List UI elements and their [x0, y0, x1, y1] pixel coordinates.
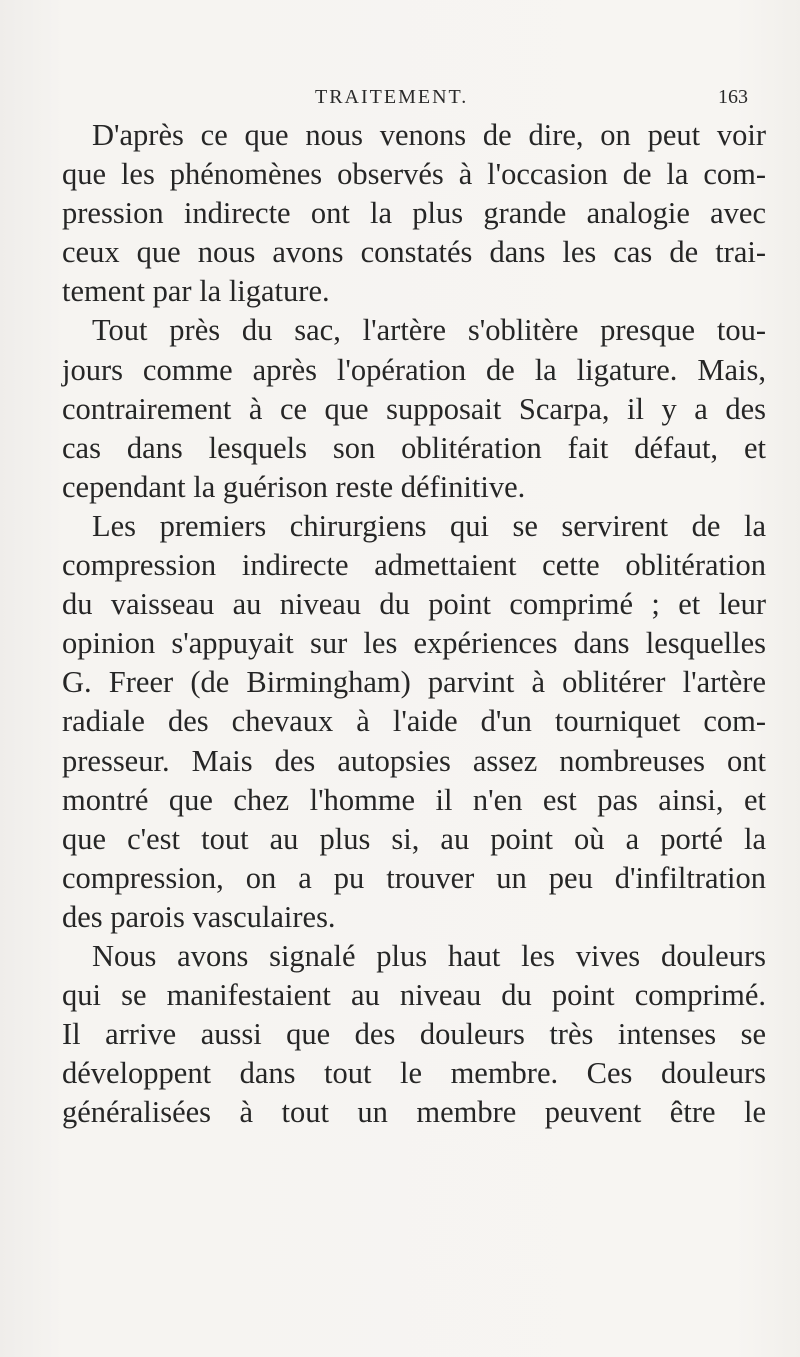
paragraph-1 — [62, 116, 766, 311]
text-line: G. Freer (de Birmingham) parvint à oblitérer l'artère — [62, 665, 766, 700]
text-line: cependant la guérison reste définitive. — [62, 469, 526, 504]
text-line: contrairement à ce que supposait Scarpa, il y a des — [62, 391, 766, 426]
text-line: ceux que nous avons constatés dans les cas de trai- — [62, 235, 766, 270]
page-number: 163 — [718, 86, 748, 108]
text-line: Il arrive aussi que des douleurs très intenses se — [62, 1017, 766, 1052]
text-line: compression, on a pu trouver un peu d'infiltration — [62, 860, 766, 895]
text-line: généralisées à tout un membre peuvent être le — [62, 1095, 766, 1130]
text-line: presseur. Mais des autopsies assez nombreuses ont — [62, 743, 766, 778]
body-text — [62, 116, 766, 1132]
text-line: développent dans tout le membre. Ces douleurs — [62, 1056, 766, 1091]
text-line: des parois vasculaires. — [62, 899, 336, 934]
paragraph-4 — [62, 937, 766, 1132]
text-line: compression indirecte admettaient cette oblitération — [62, 548, 766, 583]
text-line: Tout près du sac, l'artère s'oblitère presque tou- — [92, 313, 766, 348]
paragraph-2 — [62, 311, 766, 506]
text-line: radiale des chevaux à l'aide d'un tourniquet com- — [62, 704, 766, 739]
text-line: montré que chez l'homme il n'en est pas ainsi, et — [62, 782, 766, 817]
text-line: du vaisseau au niveau du point comprimé ; et leur — [62, 587, 766, 622]
text-line: opinion s'appuyait sur les expériences dans lesquelles — [62, 626, 766, 661]
text-line: cas dans lesquels son oblitération fait défaut, et — [62, 430, 766, 465]
text-line: D'après ce que nous venons de dire, on peut voir — [92, 118, 766, 152]
text-line: Les premiers chirurgiens qui se servirent de la — [92, 508, 766, 543]
text-line: qui se manifestaient au niveau du point comprimé. — [62, 978, 766, 1013]
running-title: TRAITEMENT. — [315, 86, 469, 108]
text-line: Nous avons signalé plus haut les vives douleurs — [92, 938, 766, 973]
text-line: tement par la ligature. — [62, 274, 330, 309]
paragraph-3 — [62, 507, 766, 937]
text-line: que c'est tout au plus si, au point où a porté la — [62, 821, 766, 856]
text-line: pression indirecte ont la plus grande analogie avec — [62, 196, 766, 231]
text-line: que les phénomènes observés à l'occasion de la com- — [62, 157, 766, 192]
text-line: jours comme après l'opération de la ligature. Mais, — [62, 352, 766, 387]
